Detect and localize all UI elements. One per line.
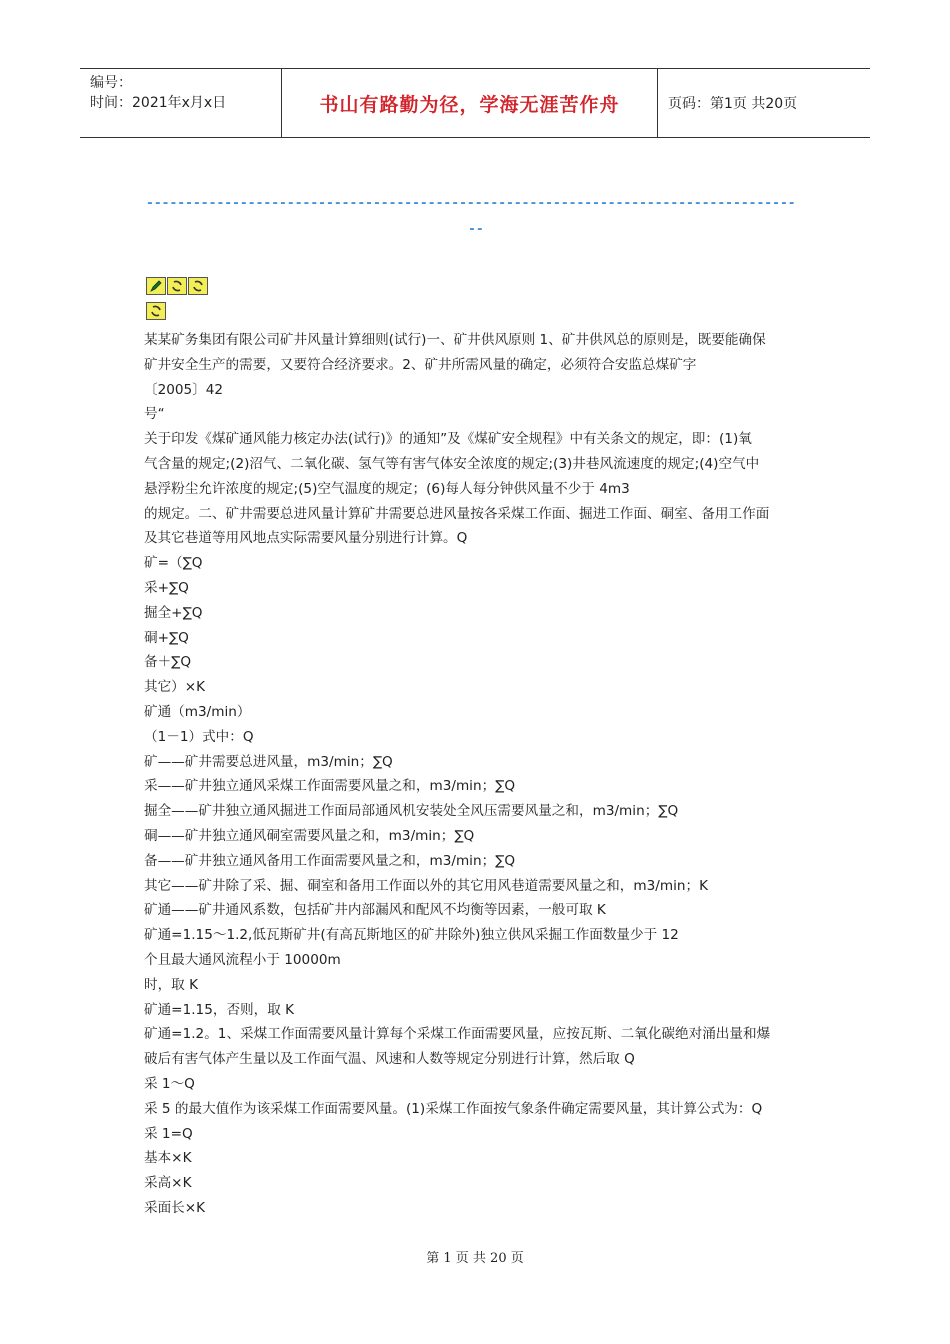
pen-icon[interactable]: [146, 277, 166, 295]
toolbar-icons-row2: [146, 302, 166, 320]
body-line: 个且最大通风流程小于 10000m: [144, 951, 341, 968]
dashed-divider: -----------------------------------------------------------------------------------: [146, 196, 796, 211]
body-line: 采 1～Q: [144, 1075, 195, 1092]
header-motto-cell: [282, 69, 658, 137]
body-line: 备——矿井独立通风备用工作面需要风量之和，m3/min；∑Q: [144, 852, 516, 869]
body-line: 关于印发《煤矿通风能力核定办法(试行)》的通知”及《煤矿安全规程》中有关条文的规定，即：(1)氧: [144, 431, 752, 448]
body-line: 某某矿务集团有限公司矿井风量计算细则(试行)一、矿井供风原则 1、矿井供风总的原则是，既要能确保: [144, 332, 766, 348]
body-line: 硐+∑Q: [144, 629, 189, 646]
time-label: 时间：2021年x月x日: [90, 95, 227, 111]
toolbar-icons: [146, 277, 208, 295]
page-label: 页码：第1页 共20页: [668, 96, 798, 112]
body-line: 〔2005〕42: [144, 381, 224, 398]
body-line: 号“: [144, 406, 165, 423]
refresh-icon[interactable]: [146, 302, 166, 320]
body-line: 矿通（m3/min）: [144, 703, 251, 720]
body-line: 基本×K: [144, 1150, 192, 1167]
body-line: 气含量的规定;(2)沼气、二氧化碳、氢气等有害气体安全浓度的规定;(3)井巷风流速度的规定;(4)空气中: [144, 455, 760, 472]
header-table: [80, 68, 870, 138]
body-line: 时，取 K: [144, 976, 199, 993]
body-line: 掘全——矿井独立通风掘进工作面局部通风机安装处全风压需要风量之和，m3/min；∑Q: [144, 803, 679, 820]
body-line: 破后有害气体产生量以及工作面气温、风速和人数等规定分别进行计算，然后取 Q: [144, 1051, 635, 1068]
refresh-icon[interactable]: [167, 277, 187, 295]
body-line: 悬浮粉尘允许浓度的规定;(5)空气温度的规定；(6)每人每分钟供风量不少于 4m3: [144, 480, 630, 497]
body-line: 矿——矿井需要总进风量，m3/min；∑Q: [144, 753, 393, 770]
body-line: 硐——矿井独立通风硐室需要风量之和，m3/min；∑Q: [144, 827, 475, 844]
body-line: 采——矿井独立通风采煤工作面需要风量之和，m3/min；∑Q: [144, 778, 516, 795]
body-line: 掘全+∑Q: [144, 604, 203, 621]
body-line: 矿通——矿井通风系数，包括矿井内部漏风和配风不均衡等因素，一般可取 K: [144, 902, 606, 919]
body-line: 采+∑Q: [144, 579, 189, 596]
body-line: 矿=（∑Q: [144, 555, 203, 572]
body-line: 其它——矿井除了采、掘、硐室和备用工作面以外的其它用风巷道需要风量之和，m3/min；K: [144, 877, 708, 894]
body-line: 矿井安全生产的需要，又要符合经济要求。2、矿井所需风量的确定，必须符合安监总煤矿字: [144, 356, 697, 373]
refresh-icon[interactable]: [188, 277, 208, 295]
page-footer: 第 1 页 共 20 页: [426, 1251, 524, 1266]
body-line: 及其它巷道等用风地点实际需要风量分别进行计算。Q: [144, 530, 468, 547]
number-label: 编号：: [90, 75, 132, 91]
body-line: 采 1=Q: [144, 1125, 193, 1142]
body-line: 备＋∑Q: [144, 654, 192, 671]
body-line: 矿通=1.15～1.2,低瓦斯矿井(有高瓦斯地区的矿井除外)独立供风采掘工作面数量少于 12: [144, 927, 679, 944]
body-line: 矿通=1.15，否则，取 K: [144, 1001, 295, 1018]
header-info-cell: [80, 69, 282, 137]
body-line: 的规定。二、矿井需要总进风量计算矿井需要总进风量按各采煤工作面、掘进工作面、硐室、备用工作面: [144, 505, 770, 522]
body-line: 矿通=1.2。1、采煤工作面需要风量计算每个采煤工作面需要风量，应按瓦斯、二氧化碳绝对涌出量和爆: [144, 1026, 771, 1043]
document-body: [144, 328, 808, 1221]
body-line: 采 5 的最大值作为该采煤工作面需要风量。(1)采煤工作面按气象条件确定需要风量，其计算公式为：Q: [144, 1100, 763, 1117]
dashed-divider-tail: --: [468, 222, 484, 237]
body-line: （1－1）式中：Q: [144, 728, 254, 745]
body-line: 采高×K: [144, 1175, 192, 1192]
body-line: 其它）×K: [144, 679, 206, 696]
header-page-cell: [658, 69, 870, 137]
motto-text: 书山有路勤为径，学海无涯苦作舟: [319, 93, 620, 116]
body-line: 采面长×K: [144, 1199, 206, 1216]
